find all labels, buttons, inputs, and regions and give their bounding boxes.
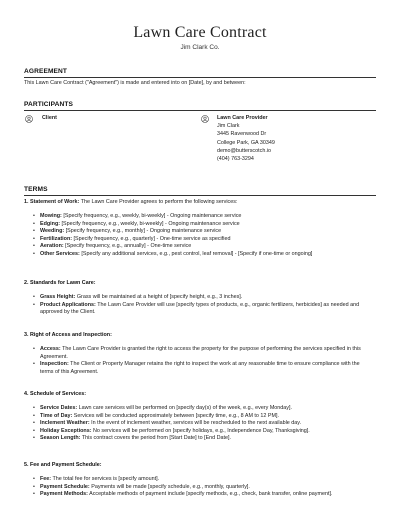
list-item: • Product Applications: The Lawn Care Provider will use [specify types of products, e.g., organic fertilizers, herbicides] as needed and approved by the Client. (36, 302, 372, 317)
provider-block (217, 114, 275, 163)
list-item: • Inspection: The Client or Property Manager retains the right to inspect the work at any reasonable time to ensure compliance with the terms of this Agreement. (36, 361, 372, 376)
section-4-list (36, 405, 372, 443)
provider-phone: (404) 763-3294 (217, 156, 254, 163)
section-3-title: 3. Right of Access and Inspection: (24, 332, 112, 338)
terms-divider (24, 195, 376, 196)
agreement-divider (24, 77, 376, 78)
section-2-title: 2. Standards for Lawn Care: (24, 280, 96, 286)
list-item: • Service Dates: Lawn care services will be performed on [specify day(s) of the week, e.g., every Monday]. (36, 405, 372, 413)
list-item: • Time of Day: Services will be conducted approximately between [specify time, e.g., 8 AM to 12 PM]. (36, 413, 372, 421)
provider-address-line2: College Park, GA 30349 (217, 139, 275, 146)
section-1-list (36, 213, 372, 259)
list-item: • Weeding: [Specify frequency, e.g., monthly] - Ongoing maintenance service (36, 228, 372, 236)
client-label: Client (42, 115, 57, 121)
list-item: • Access: The Lawn Care Provider is granted the right to access the property for the purpose of performing the services specified in this Agreement. (36, 346, 372, 361)
document-title: Lawn Care Contract (133, 24, 267, 41)
section-5-list (36, 476, 372, 499)
company-name: Jim Clark Co. (180, 44, 220, 51)
list-item: • Holiday Exceptions: No services will be performed on [specify holidays, e.g., Independence Day, Thanksgiving]. (36, 428, 372, 436)
list-item: • Inclement Weather: In the event of inclement weather, services will be rescheduled to the next available day. (36, 420, 372, 428)
client-person-icon (25, 115, 33, 123)
list-item: • Fee: The total fee for services is [specify amount]. (36, 476, 372, 484)
participants-heading: PARTICIPANTS (24, 101, 73, 108)
section-3-list (36, 346, 372, 376)
provider-address-line1: 3445 Ravenwood Dr (217, 131, 267, 138)
list-item: • Payment Schedule: Payments will be made [specify schedule, e.g., monthly, quarterly]. (36, 484, 372, 492)
list-item: • Payment Methods: Acceptable methods of payment include [specify methods, e.g., check, bank transfer, online payment]. (36, 491, 372, 499)
participants-divider (24, 110, 376, 111)
provider-name: Jim Clark (217, 123, 240, 130)
section-1-title: 1. Statement of Work: (24, 199, 80, 205)
provider-email[interactable]: demo@butterscotch.io (217, 147, 272, 154)
client-block (42, 114, 57, 122)
agreement-heading: AGREEMENT (24, 68, 68, 75)
section-5-title: 5. Fee and Payment Schedule: (24, 462, 102, 468)
list-item: • Season Length: This contract covers the period from [Start Date] to [End Date]. (36, 435, 372, 443)
section-2-list (36, 294, 372, 317)
section-1-intro: The Lawn Care Provider agrees to perform the following services: (79, 199, 238, 205)
list-item: • Mowing: [Specify frequency, e.g., weekly, bi-weekly] - Ongoing maintenance service (36, 213, 372, 221)
list-item: • Edging: [Specify frequency, e.g., weekly, bi-weekly] - Ongoing maintenance service (36, 221, 372, 229)
provider-person-icon (201, 115, 209, 123)
provider-label: Lawn Care Provider (217, 115, 268, 121)
list-item: • Grass Height: Grass will be maintained at a height of [specify height, e.g., 3 inches]. (36, 294, 372, 302)
agreement-text: This Lawn Care Contract ("Agreement") is made and entered into on [Date], by and between: (24, 80, 246, 86)
terms-heading: TERMS (24, 186, 48, 193)
list-item: • Fertilization: [Specify frequency, e.g., quarterly] - One-time service as specified (36, 236, 372, 244)
list-item: • Other Services: [Specify any additional services, e.g., pest control, leaf removal] - [Specify if one-time or ongoing] (36, 251, 372, 259)
list-item: • Aeration: [Specify frequency, e.g., annually] - One-time service (36, 243, 372, 251)
section-1-heading (24, 199, 237, 206)
section-4-title: 4. Schedule of Services: (24, 391, 87, 397)
